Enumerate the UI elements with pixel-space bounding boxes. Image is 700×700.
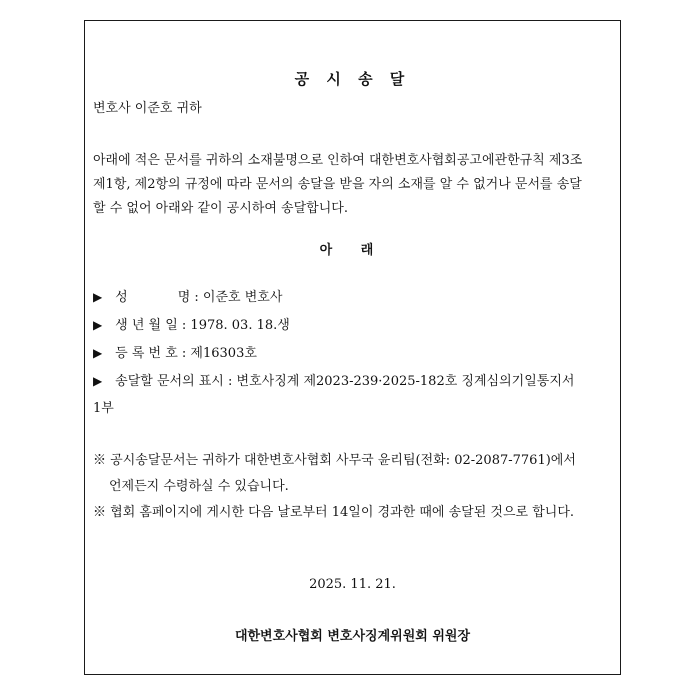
note-mark: ※ bbox=[93, 453, 107, 468]
section-heading: 아 래 bbox=[319, 243, 386, 258]
body-paragraph bbox=[93, 149, 613, 221]
document-label: 송달할 문서의 표시 bbox=[115, 374, 224, 389]
name-label-a: 성 bbox=[115, 290, 128, 305]
note-1 bbox=[93, 453, 576, 469]
birth-value: : 1978. 03. 18.생 bbox=[181, 318, 290, 333]
body-line-3: 할 수 없어 아래와 같이 공시하여 송달합니다. bbox=[93, 201, 348, 216]
addressee: 변호사 이준호 귀하 bbox=[93, 101, 202, 116]
bullet-icon: ▶ bbox=[93, 290, 103, 304]
bullet-icon: ▶ bbox=[93, 318, 103, 332]
document-value: : 변호사징계 제2023-239·2025-182호 징계심의기일통지서 bbox=[228, 374, 575, 389]
bullet-icon: ▶ bbox=[93, 374, 103, 388]
note-1-line-2: 언제든지 수령하실 수 있습니다. bbox=[109, 479, 289, 494]
birth-label: 생 년 월 일 bbox=[115, 318, 178, 333]
name-label-b: 명 bbox=[177, 290, 191, 305]
registration-value: : 제16303호 bbox=[181, 346, 257, 361]
notice-title: 공 시 송 달 bbox=[294, 70, 411, 88]
signature: 대한변호사협회 변호사징계위원회 위원장 bbox=[234, 629, 471, 644]
note-2-text: 협회 홈페이지에 게시한 다음 날로부터 14일이 경과한 때에 송달된 것으로 합니다. bbox=[110, 505, 575, 520]
body-line-1: 아래에 적은 문서를 귀하의 소재불명으로 인하여 대한변호사협회공고에관한규칙 제3조 bbox=[93, 153, 583, 168]
notice-date: 2025. 11. 21. bbox=[309, 577, 396, 592]
note-mark: ※ bbox=[93, 505, 107, 520]
item-name bbox=[93, 289, 282, 306]
notice-frame bbox=[84, 20, 621, 675]
item-birth bbox=[93, 317, 290, 334]
registration-label: 등 록 번 호 bbox=[115, 346, 178, 361]
document-continuation: 1부 bbox=[93, 401, 114, 416]
body-line-2: 제1항, 제2항의 규정에 따라 문서의 송달을 받을 자의 소재를 알 수 없거나 문서를 송달 bbox=[93, 177, 582, 192]
note-1-line-1: 공시송달문서는 귀하가 대한변호사협회 사무국 윤리팀(전화: 02-2087-7761)에서 bbox=[110, 453, 576, 468]
name-value: : 이준호 변호사 bbox=[194, 290, 283, 305]
item-document bbox=[93, 373, 574, 390]
bullet-icon: ▶ bbox=[93, 346, 103, 360]
item-registration bbox=[93, 345, 257, 362]
note-2 bbox=[93, 505, 574, 521]
